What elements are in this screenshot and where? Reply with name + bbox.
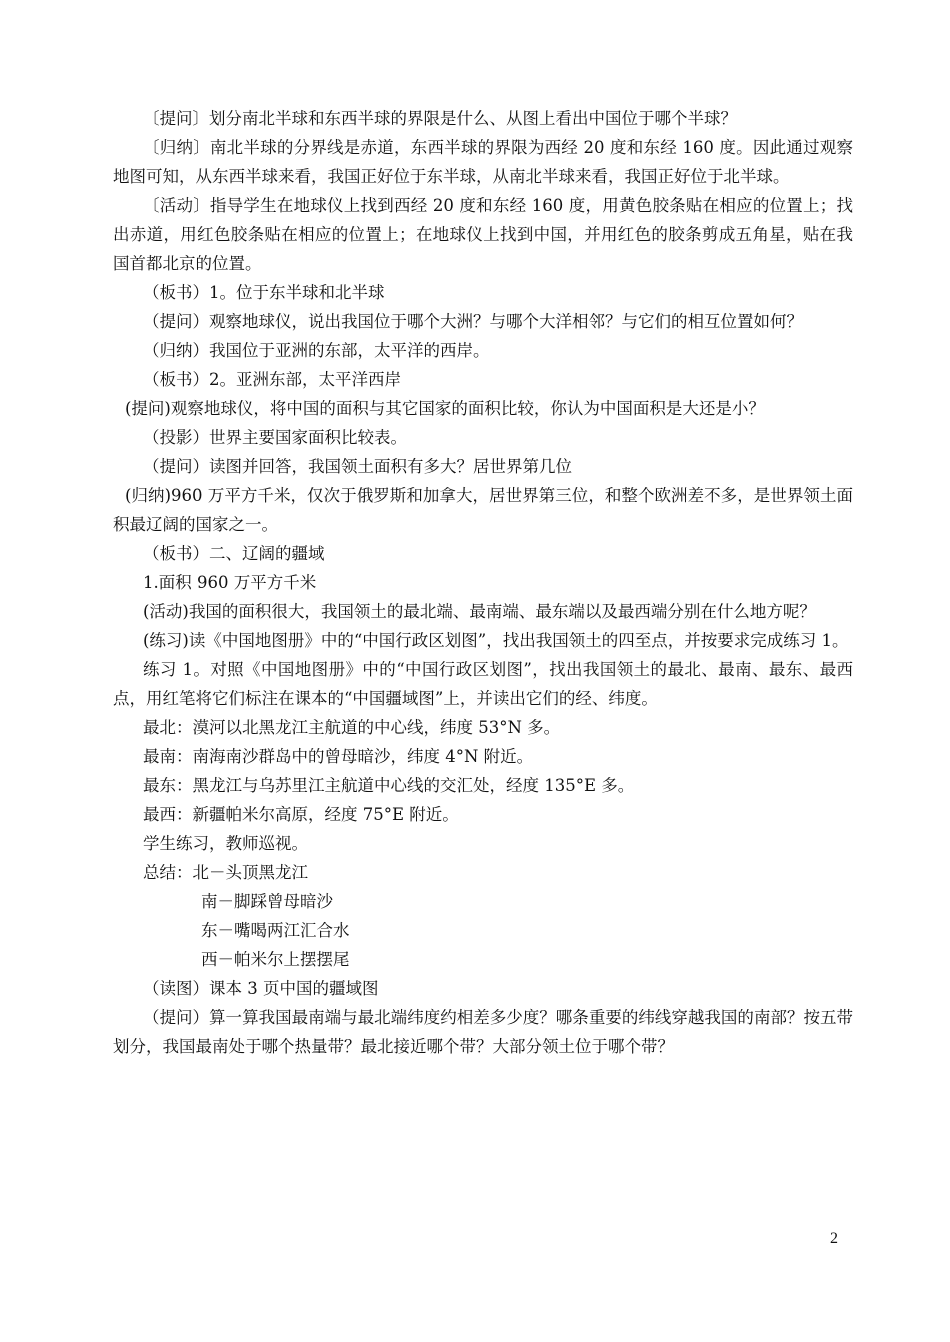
paragraph-projection: （投影）世界主要国家面积比较表。 bbox=[143, 428, 407, 447]
paragraph-eastmost: 最东：黑龙江与乌苏里江主航道中心线的交汇处，经度 135°E 多。 bbox=[143, 776, 635, 795]
paragraph-southmost: 最南：南海南沙群岛中的曾母暗沙，纬度 4°N 附近。 bbox=[143, 747, 534, 766]
paragraph-read-map: （读图）课本 3 页中国的疆域图 bbox=[143, 979, 379, 998]
paragraph-summary-area: (归纳)960 万平方千米，仅次于俄罗斯和加拿大，居世界第三位，和整个欧洲差不多，是世界领土面积最辽阔的国家之一。 bbox=[113, 486, 853, 534]
paragraph-summary-east: 东－嘴喝两江汇合水 bbox=[201, 921, 350, 940]
paragraph-board-1: （板书）1。位于东半球和北半球 bbox=[143, 283, 385, 302]
paragraph-activity-extremes: (活动)我国的面积很大，我国领土的最北端、最南端、最东端以及最西端分别在什么地方呢？ bbox=[143, 602, 816, 621]
paragraph-northmost: 最北：漠河以北黑龙江主航道的中心线，纬度 53°N 多。 bbox=[143, 718, 561, 737]
paragraph-summary-west: 西－帕米尔上摆摆尾 bbox=[201, 950, 350, 969]
paragraph-summary-hemispheres: 〔归纳〕南北半球的分界线是赤道，东西半球的界限为西经 20 度和东经 160 度。因此通过观察地图可知，从东西半球来看，我国正好位于东半球，从南北半球来看，我国正好位于北半球。 bbox=[113, 138, 853, 186]
paragraph-board-territory: （板书）二、辽阔的疆域 bbox=[143, 544, 325, 563]
paragraph-question-rank: （提问）读图并回答，我国领土面积有多大？居世界第几位 bbox=[143, 457, 572, 476]
paragraph-summary-continent: （归纳）我国位于亚洲的东部，太平洋的西岸。 bbox=[143, 341, 490, 360]
paragraph-exercise-1: 练习 1。对照《中国地图册》中的“中国行政区划图”，找出我国领土的最北、最南、最东、最西点，用红笔将它们标注在课本的“中国疆域图”上，并读出它们的经、纬度。 bbox=[113, 660, 853, 708]
page-number: 2 bbox=[830, 1230, 838, 1247]
paragraph-question-hemispheres: 〔提问〕划分南北半球和东西半球的界限是什么、从图上看出中国位于哪个半球？ bbox=[143, 109, 737, 128]
paragraph-activity-globe: 〔活动〕指导学生在地球仪上找到西经 20 度和东经 160 度，用黄色胶条贴在相应的位置上；找出赤道，用红色胶条贴在相应的位置上；在地球仪上找到中国，并用红色的胶条剪成五角星，贴在我国首都北京的位置。 bbox=[113, 196, 853, 273]
paragraph-summary-south: 南－脚踩曾母暗沙 bbox=[201, 892, 333, 911]
paragraph-question-area: (提问)观察地球仪，将中国的面积与其它国家的面积比较，你认为中国面积是大还是小？ bbox=[125, 399, 765, 418]
paragraph-student-practice: 学生练习，教师巡视。 bbox=[143, 834, 308, 853]
document-body bbox=[113, 104, 853, 1061]
paragraph-westmost: 最西：新疆帕米尔高原，经度 75°E 附近。 bbox=[143, 805, 459, 824]
paragraph-question-latitude: （提问）算一算我国最南端与最北端纬度约相差多少度？哪条重要的纬线穿越我国的南部？按五带划分，我国最南处于哪个热量带？最北接近哪个带？大部分领土位于哪个带？ bbox=[113, 1008, 853, 1056]
paragraph-area-960: 1.面积 960 万平方千米 bbox=[143, 573, 317, 592]
paragraph-summary-north: 总结：北－头顶黑龙江 bbox=[143, 863, 308, 882]
paragraph-board-2: （板书）2。亚洲东部，太平洋西岸 bbox=[143, 370, 401, 389]
paragraph-exercise-intro: (练习)读《中国地图册》中的“中国行政区划图”，找出我国领土的四至点，并按要求完成练习 1。 bbox=[143, 631, 849, 650]
paragraph-question-continent: （提问）观察地球仪，说出我国位于哪个大洲？与哪个大洋相邻？与它们的相互位置如何？ bbox=[143, 312, 803, 331]
